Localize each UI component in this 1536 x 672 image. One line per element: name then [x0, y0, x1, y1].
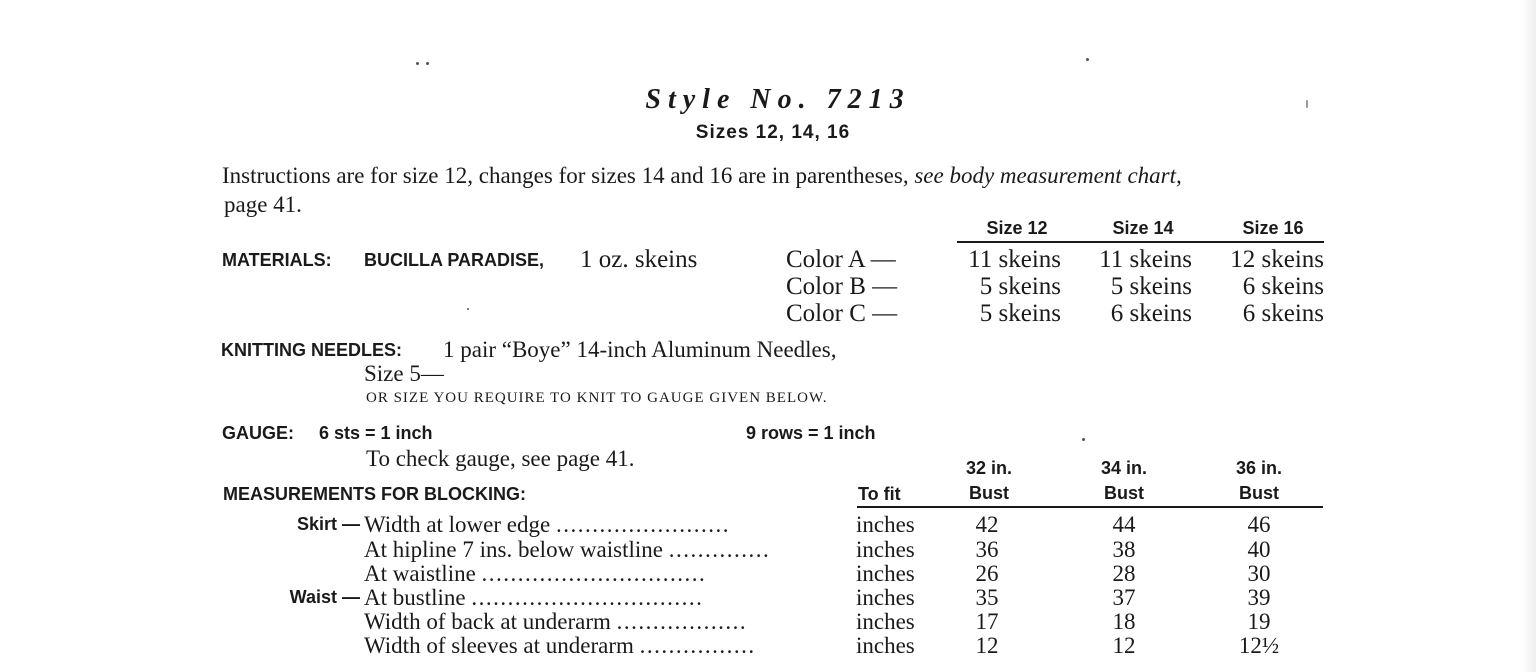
scan-speck [1082, 438, 1085, 441]
needles-text: 1 pair “Boye” 14-inch Aluminum Needles, [443, 337, 837, 362]
bust-word-header: Bust [969, 483, 1009, 503]
bust-word-header: Bust [1104, 483, 1144, 503]
needles-size: Size 5— [364, 361, 444, 386]
color-label: Color A — [786, 246, 896, 273]
intro-plain-text: Instructions are for size 12, changes for sizes 14 and 16 are in parentheses, [222, 163, 915, 188]
size-header: Size 14 [1112, 218, 1174, 238]
measurement-value: 46 [1247, 512, 1271, 537]
measurement-value: 12 [975, 633, 999, 658]
skeins-value: 11 skeins [968, 246, 1061, 273]
intro-line-1 [222, 163, 1182, 189]
skeins-value: 6 skeins [1110, 300, 1192, 327]
measurement-value: 42 [975, 512, 999, 537]
yarn-unit: 1 oz. skeins [580, 246, 698, 273]
scan-speck [426, 62, 429, 65]
measurement-row-label: Width at lower edge ........................ [364, 512, 730, 537]
bust-size-header: 36 in. [1235, 458, 1283, 478]
measurement-value: 18 [1112, 609, 1136, 634]
measurement-row-label: At bustline ................................ [364, 585, 704, 610]
page-title: Style No. 7213 [645, 84, 911, 115]
measurement-value: 36 [975, 537, 999, 562]
bust-size-header: 34 in. [1100, 458, 1148, 478]
measurement-value: 38 [1112, 537, 1136, 562]
bust-word-header: Bust [1239, 483, 1279, 503]
skeins-value: 5 skeins [979, 300, 1061, 327]
measurement-value: 30 [1247, 561, 1271, 586]
measurement-value: 39 [1247, 585, 1271, 610]
gauge-check-note: To check gauge, see page 41. [366, 446, 635, 471]
measurement-row-label: At waistline ............................... [364, 561, 707, 586]
measurement-value: 37 [1112, 585, 1136, 610]
unit-label: inches [856, 609, 915, 634]
measurement-value: 19 [1247, 609, 1271, 634]
measurement-value: 17 [975, 609, 999, 634]
needles-label: KNITTING NEEDLES: [221, 340, 403, 360]
materials-label: MATERIALS: [222, 250, 332, 270]
measurement-value: 44 [1112, 512, 1136, 537]
measurements-label: MEASUREMENTS FOR BLOCKING: [223, 484, 526, 504]
skeins-value: 12 skeins [1230, 246, 1324, 273]
bust-size-header: 32 in. [965, 458, 1013, 478]
measurement-value: 26 [975, 561, 999, 586]
unit-label: inches [856, 561, 915, 586]
measurement-value: 12½ [1238, 633, 1280, 658]
color-label: Color B — [786, 273, 898, 300]
measurement-row-label: Width of back at underarm .................. [364, 609, 748, 634]
gauge-label: GAUGE: [222, 423, 294, 443]
color-label: Color C — [786, 300, 898, 327]
skeins-value: 11 skeins [1099, 246, 1192, 273]
group-label-waist: Waist — [289, 587, 360, 607]
group-label-skirt: Skirt — [296, 514, 360, 534]
scan-speck [416, 62, 419, 65]
scan-speck [1086, 58, 1089, 61]
measurement-value: 28 [1112, 561, 1136, 586]
size-header: Size 16 [1242, 218, 1304, 238]
measurement-row-label: At hipline 7 ins. below waistline .............. [364, 537, 771, 562]
measurement-row-label: Width of sleeves at underarm ................ [364, 633, 756, 658]
skeins-value: 6 skeins [1242, 300, 1324, 327]
scan-speck [467, 308, 469, 310]
unit-label: inches [856, 585, 915, 610]
skeins-value: 5 skeins [1110, 273, 1192, 300]
unit-label: inches [856, 537, 915, 562]
unit-label: inches [856, 512, 915, 537]
skeins-value: 5 skeins [979, 273, 1061, 300]
measurements-header-rule [857, 506, 1323, 508]
intro-italic-text: see body measurement chart, [914, 163, 1182, 188]
size-header: Size 12 [986, 218, 1048, 238]
yarn-name: BUCILLA PARADISE, [364, 250, 544, 270]
gauge-rows: 9 rows = 1 inch [746, 423, 876, 443]
intro-line-2: page 41. [224, 192, 302, 217]
gauge-stitches: 6 sts = 1 inch [319, 423, 433, 443]
needles-gauge-note: OR SIZE YOU REQUIRE TO KNIT TO GAUGE GIVEN BELOW. [366, 390, 828, 406]
unit-label: inches [856, 633, 915, 658]
measurement-value: 12 [1112, 633, 1136, 658]
measurement-value: 35 [975, 585, 999, 610]
to-fit-header: To fit [858, 484, 901, 504]
skeins-value: 6 skeins [1242, 273, 1324, 300]
measurement-value: 40 [1247, 537, 1271, 562]
sizes-subtitle: Sizes 12, 14, 16 [695, 122, 851, 143]
materials-header-rule [957, 241, 1324, 243]
